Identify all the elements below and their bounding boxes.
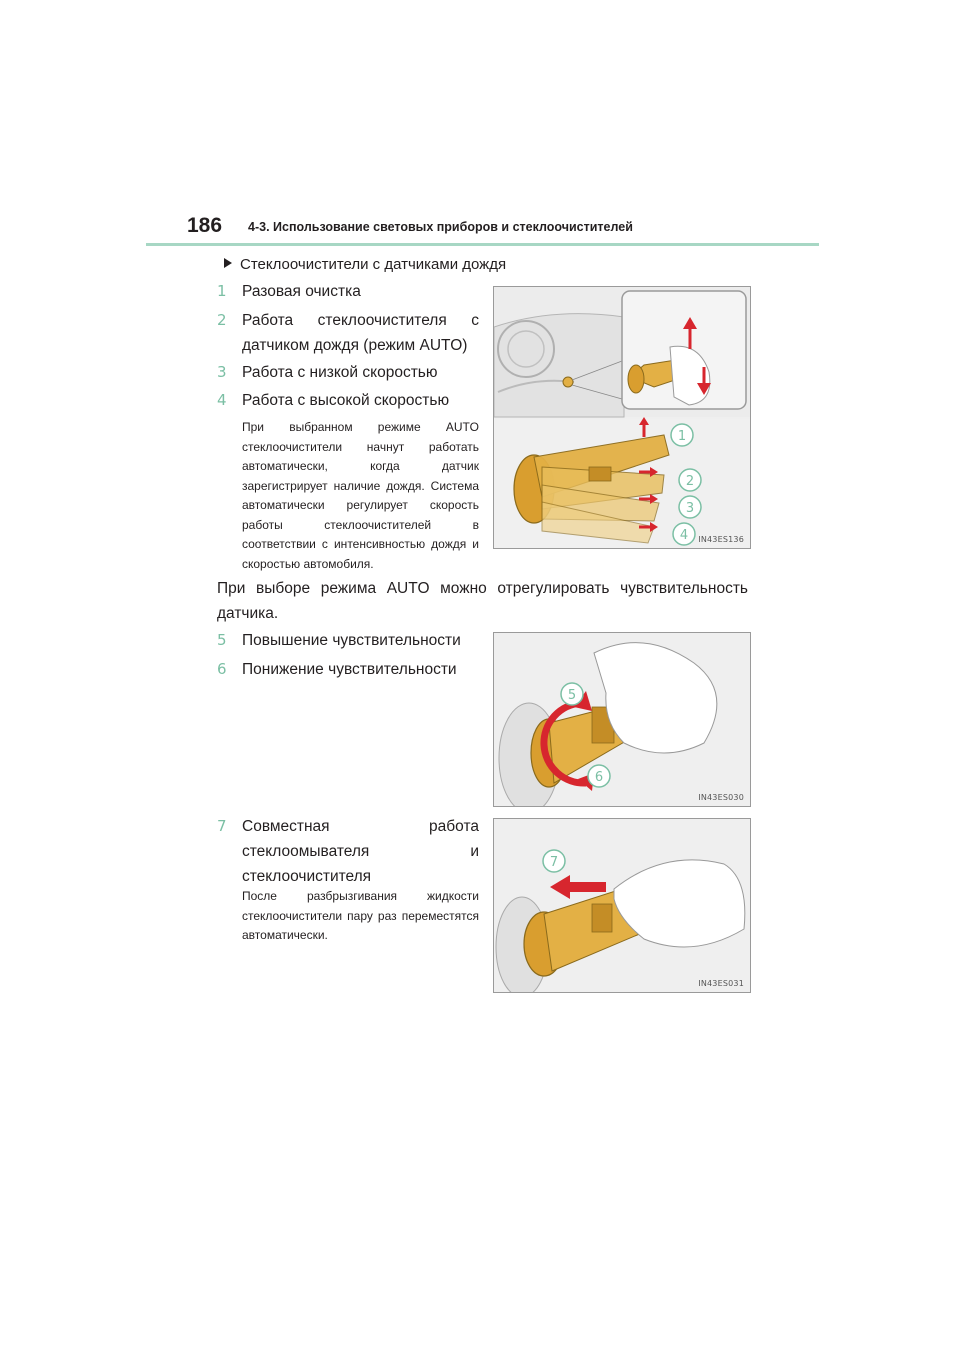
callout-4: 4 bbox=[679, 528, 689, 543]
item-number-2: 2 bbox=[217, 311, 227, 329]
figure-wiper-lever-modes bbox=[493, 286, 751, 549]
callout-3: 3 bbox=[685, 501, 695, 516]
item-label-1: Разовая очистка bbox=[242, 283, 361, 300]
header-divider bbox=[146, 243, 819, 246]
item-number-6: 6 bbox=[217, 660, 227, 678]
section-heading bbox=[224, 256, 506, 273]
item-label-7-line2: стеклоомывателя и bbox=[242, 843, 479, 860]
item-label-4: Работа с высокой скоростью bbox=[242, 392, 450, 409]
auto-sensitivity-text: При выборе режима AUTO можно отрегулировать чувствительность датчика. bbox=[217, 580, 748, 622]
note-washer: После разбрызгивания жидкости стеклоочистители пару раз переместятся автоматически. bbox=[242, 889, 479, 942]
figure-washer-operation bbox=[493, 818, 751, 993]
item-label-6: Понижение чувствительности bbox=[242, 661, 457, 678]
callout-2: 2 bbox=[685, 474, 695, 489]
page-number: 186 bbox=[187, 214, 223, 237]
item-number-3: 3 bbox=[217, 363, 227, 381]
item-label-2-line1: Работа стеклоочистителя с bbox=[242, 312, 479, 329]
item-number-4: 4 bbox=[217, 391, 227, 409]
item-number-5: 5 bbox=[217, 631, 227, 649]
item-label-2-line2: датчиком дождя (режим AUTO) bbox=[242, 337, 468, 354]
callout-1: 1 bbox=[677, 429, 687, 444]
section-heading-text: Стеклоочистители с датчиками дождя bbox=[240, 256, 507, 273]
figure-sensitivity-adjust bbox=[493, 632, 751, 807]
callout-5: 5 bbox=[567, 688, 577, 703]
figure-code-3: IN43ES031 bbox=[698, 979, 744, 988]
figure-code-2: IN43ES030 bbox=[698, 793, 744, 802]
item-label-5: Повышение чувствительности bbox=[242, 632, 461, 649]
callout-7: 7 bbox=[549, 855, 559, 870]
page-header-title: 4-3. Использование световых приборов и стеклоочистителей bbox=[248, 220, 633, 234]
item-label-3: Работа с низкой скоростью bbox=[242, 364, 438, 381]
bullet-triangle-icon bbox=[224, 258, 232, 268]
figure-code-1: IN43ES136 bbox=[698, 535, 744, 544]
item-label-7-line3: стеклоочистителя bbox=[242, 868, 372, 885]
item-number-1: 1 bbox=[217, 282, 227, 300]
callout-6: 6 bbox=[594, 770, 604, 785]
note-auto-mode: При выбранном режиме AUTO стеклоочистители начнут работать автоматически, когда датчик зарегистрирует наличие дождя. Система автоматически регулирует скорость работы стеклоочистителей в соответствии с интенсивностью дождя и скоростью автомобиля. bbox=[242, 420, 479, 571]
item-number-7: 7 bbox=[217, 817, 227, 835]
item-label-7-line1: Совместная работа bbox=[242, 818, 479, 835]
